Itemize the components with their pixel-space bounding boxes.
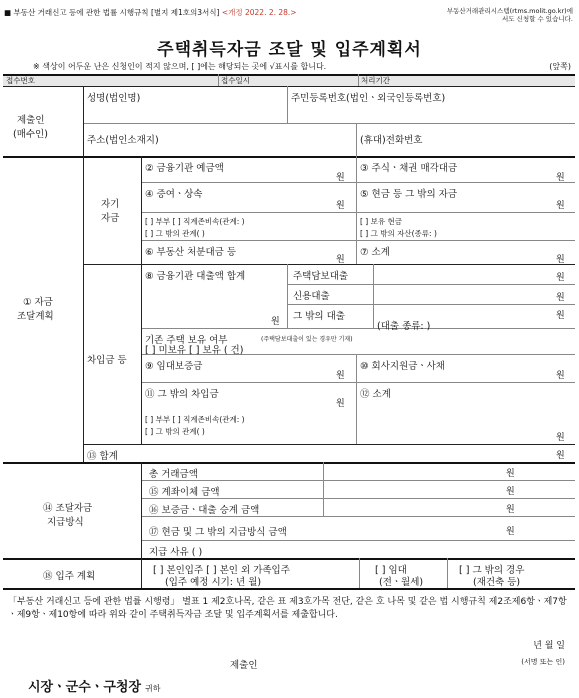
borrow-subtotal[interactable]: ⑫ 소계 xyxy=(360,389,391,400)
gift-other-relation[interactable]: [ ] 그 밖의 관계( ) xyxy=(145,229,205,238)
mortgage-label: 주택담보대출 xyxy=(293,271,349,282)
name-field[interactable]: 성명(법인명) xyxy=(87,93,141,104)
borrow-relation-check[interactable]: [ ] 부부 [ ] 직계존비속(관계: ) xyxy=(145,415,245,424)
form-title: 주택취득자금 조달 및 입주계획서 xyxy=(157,40,422,60)
receipt-date: 접수일시 xyxy=(221,76,250,85)
realestate-field[interactable]: ⑥ 부동산 처분대금 등 xyxy=(145,247,236,258)
reg-no-field[interactable]: 주민등록번호(법인ㆍ외국인등록번호) xyxy=(291,93,446,104)
gift-field[interactable]: ④ 증여ㆍ상속 xyxy=(145,189,203,200)
gift-relation-check[interactable]: [ ] 부부 [ ] 직계존비속(관계: ) xyxy=(145,217,245,226)
header-line xyxy=(4,7,575,23)
submitter-label: 제출인 xyxy=(17,115,45,126)
occupancy-date[interactable]: (입주 예정 시기: 년 월) xyxy=(165,577,262,588)
existing-house-note: (주택담보대출이 있는 경우만 기재) xyxy=(261,336,353,343)
form-notice: ※ 색상이 어두운 난은 신청인이 적지 않으며, [ ]에는 해당되는 곳에 √표시를 합니다. xyxy=(33,62,327,71)
occupancy-label: ⑱ 입주 계획 xyxy=(43,571,96,582)
own-fund-label-2: 자금 xyxy=(101,213,120,224)
page-side: (앞쪽) xyxy=(549,62,571,71)
stocks-field[interactable]: ③ 주식ㆍ채권 매각대금 xyxy=(360,163,458,174)
occupancy-lease-type: (전ㆍ월세) xyxy=(379,577,424,588)
cash-other-field[interactable]: ⑰ 현금 및 그 밖의 지급방식 금액 xyxy=(149,527,287,538)
occupancy-other[interactable]: [ ] 그 밖의 경우 xyxy=(459,565,525,576)
loan-type-field[interactable]: (대출 종류: ) xyxy=(377,321,431,332)
submitter-label-2: (매수인) xyxy=(13,129,48,140)
addressee: 시장ㆍ군수ㆍ구청장 귀하 xyxy=(28,680,161,695)
lease-deposit-field[interactable]: ⑨ 임대보증금 xyxy=(145,361,203,372)
company-fund-field[interactable]: ⑩ 회사지원금ㆍ사채 xyxy=(360,361,445,372)
occupancy-self[interactable]: [ ] 본인입주 [ ] 본인 외 가족입주 xyxy=(153,565,290,576)
transfer-field[interactable]: ⑮ 계좌이체 금액 xyxy=(149,487,220,498)
payment-label-2: 지급방식 xyxy=(47,517,84,528)
total-price-field[interactable]: 총 거래금액 xyxy=(149,469,198,480)
loan-total-field[interactable]: ⑧ 금융기관 대출액 합계 xyxy=(145,271,246,282)
credit-label: 신용대출 xyxy=(293,291,330,302)
submitter-sign: 제출인 xyxy=(230,660,258,671)
borrow-other-relation[interactable]: [ ] 그 밖의 관계( ) xyxy=(145,427,205,436)
occupancy-lease[interactable]: [ ] 임대 xyxy=(375,565,407,576)
other-borrow-field[interactable]: ⑪ 그 밖의 차입금 xyxy=(145,389,219,400)
occupancy-other-note: (재건축 등) xyxy=(473,577,521,588)
address-field[interactable]: 주소(법인소재지) xyxy=(87,135,159,146)
grand-total[interactable]: ⑬ 합계 xyxy=(87,451,118,462)
statement-text: 「부동산 거래신고 등에 관한 법률 시행령」 별표 1 제2호나목, 같은 표 제3호가목 전단, 같은 호 나목 및 같은 법 시행규칙 제2조제6항ㆍ제7항ㆍ제9항ㆍ제10항에 따라 위와 같이 주택취득자금 조달 및 입주계획서를 제출합니다. xyxy=(8,597,567,620)
submit-date[interactable]: 년 월 일 xyxy=(533,641,565,651)
law-reference: ■ 부동산 거래신고 등에 관한 법률 시행규칙 [별지 제1호의3서식] xyxy=(4,8,220,17)
own-subtotal[interactable]: ⑦ 소계 xyxy=(360,247,390,258)
revision-date: <개정 2022. 2. 28.> xyxy=(221,8,297,17)
deposit-field[interactable]: ② 금융기관 예금액 xyxy=(145,163,224,174)
form-table: 접수번호 접수일시 처리기간 제출인 (매수인) 성명(법인명) 주민등록번호(법인ㆍ외국인등록번호) 주소(법인소재지) (휴대)전화번호 ① 자금 조달계획 자기 자금 ② 금융기관 예금액 원 ③ 주식ㆍ채권 매각대금 원 ④ 증여ㆍ상속 원 ⑤ 현금 등 그 밖의 자금 원 [ ] 부부 [ ] 직계존비속(관계: ) [ ] 그 밖의 관계( ) [ ] 보유 현금 [ ] 그 밖의 자산(종류: ) ⑥ 부동산 처분대금 등 원 ⑦ 소계 원 차입금 등 ⑧ 금융기관 대출액 합계 원 주택담보대출 원 신용대출 원 그 밖의 대출 원 (대출 종류: ) 기존 주택 보유 여부 (주택담보대출이 있는 경우만 기재) [ ] 미보유 [ ] 보유 ( 건) ⑨ 임대보증금 원 ⑩ 회사지원금ㆍ사채 원 ⑪ 그 밖의 차입금 원 ⑫ 소계 [ ] 부부 [ ] 직계존비속(관계: ) [ ] 그 밖의 관계( ) 원 ⑬ 합계 원 ⑭ 조달자금 지급방식 총 거래금액 원 ⑮ 계좌이체 금액 원 ⑯ 보증금ㆍ대출 승계 금액 원 ⑰ 현금 및 그 밖의 지급방식 금액 원 지급 사유 ( ) ⑱ 입주 계획 [ ] 본인입주 [ ] 본인 외 가족입주 (입주 예정 시기: 년 월) [ ] 임대 (전ㆍ월세) [ ] 그 밖의 경우 (재건축 등) xyxy=(3,74,575,609)
assume-field[interactable]: ⑯ 보증금ㆍ대출 승계 금액 xyxy=(149,505,260,516)
online-note: 부동산거래관리시스템(rtms.molit.go.kr)에 서도 신청할 수 있습니다. xyxy=(446,7,573,23)
processing-period: 처리기간 xyxy=(361,76,390,85)
existing-house-options[interactable]: [ ] 미보유 [ ] 보유 ( 건) xyxy=(145,345,244,356)
payment-label: ⑭ 조달자금 xyxy=(43,503,93,514)
funding-label-2: 조달계획 xyxy=(17,311,54,322)
signature-note[interactable]: (서명 또는 인) xyxy=(521,658,565,666)
phone-field[interactable]: (휴대)전화번호 xyxy=(360,135,423,146)
hold-cash-check[interactable]: [ ] 보유 현금 xyxy=(360,217,402,226)
receipt-no: 접수번호 xyxy=(6,76,35,85)
other-loan-label: 그 밖의 대출 xyxy=(293,311,345,322)
other-assets-check[interactable]: [ ] 그 밖의 자산(종류: ) xyxy=(360,229,437,238)
cash-field[interactable]: ⑤ 현금 등 그 밖의 자금 xyxy=(360,189,458,200)
own-fund-label: 자기 xyxy=(101,199,120,210)
reason-field[interactable]: 지급 사유 ( ) xyxy=(149,547,203,558)
borrow-label: 차입금 등 xyxy=(87,355,127,366)
funding-label: ① 자금 xyxy=(23,297,53,308)
existing-house-label: 기존 주택 보유 여부 xyxy=(145,335,228,346)
